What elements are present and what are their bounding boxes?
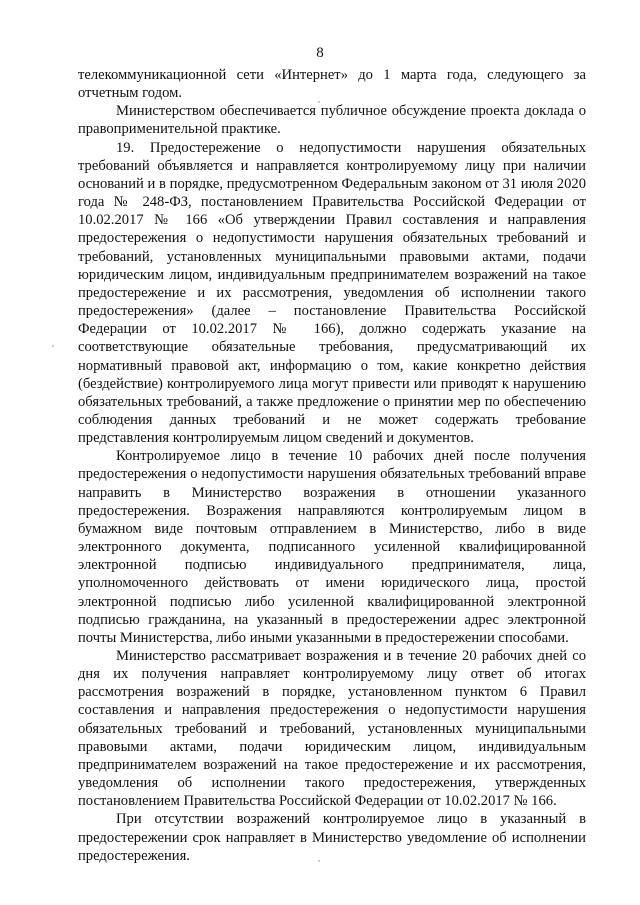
- paragraph-objections: Контролируемое лицо в течение 10 рабочих дней после получения предостережения о недопустимости нарушения обязательных требований вправе направить в Министерство возражения в отношении указанного предостережения. Возражения направляются контролируемым лицом в бумажном виде почтовым отправлением в Министерство, либо в виде электронного документа, подписанного усиленной квалифицированной электронной подписью индивидуального предпринимателя, лица, уполномоченного действовать от имени юридического лица, простой электронной подписью либо усиленной квалифицированной электронной подписью гражданина, на указанный в предостережении адрес электронной почты Министерства, либо иными указанными в предостережении способами.: [78, 448, 586, 646]
- paragraph-notification: При отсутствии возражений контролируемое лицо в указанный в предостережении срок направляет в Министерство уведомление об исполнении предостережения.: [78, 811, 586, 864]
- paragraph-warning-19: 19. Предостережение о недопустимости нарушения обязательных требований объявляется и направляется контролируемому лицу при наличии оснований и в порядке, предусмотренном Федеральным законом от 31 июля 2020 года № 248-ФЗ, постановлением Правительства Российской Федерации от 10.02.2017 № 166 «Об утверждении Правил составления и направления предостережения о недопустимости нарушения обязательных требований и требований, установленных муниципальными правовыми актами, подачи юридическим лицом, индивидуальным предпринимателем возражений на такое предостережение и их рассмотрения, уведомления об исполнении такого предостережения» (далее – постановление Правительства Российской Федерации от 10.02.2017 № 166), должно содержать указание на соответствующие обязательные требования, предусматривающий их нормативный правовой акт, информацию о том, какие конкретно действия (бездействие) контролируемого лица могут привести или приводят к нарушению обязательных требований, а также предложение о принятии мер по обеспечению соблюдения данных требований и не может содержать требование представления контролируемым лицом сведений и документов.: [78, 139, 586, 447]
- scan-speck: [318, 101, 320, 103]
- page-number: 8: [316, 45, 324, 61]
- paragraph-continuation: телекоммуникационной сети «Интернет» до 1 марта года, следующего за отчетным годом.: [78, 67, 586, 102]
- paragraph-review: Министерство рассматривает возражения и в течение 20 рабочих дней со дня их получения направляет контролируемому лицу ответ об итогах рассмотрения возражений в порядке, установленном пунктом 6 Правил составления и направления предостережения о недопустимости нарушения обязательных требований и требований, установленных муниципальными правовыми актами, подачи юридическим лицом, индивидуальным предпринимателем возражений на такое предостережение и их рассмотрения, уведомления об исполнении такого предостережения, утвержденных постановлением Правительства Российской Федерации от 10.02.2017 № 166.: [78, 648, 586, 810]
- scan-speck: [52, 345, 54, 347]
- paragraph-public-discussion: Министерством обеспечивается публичное обсуждение проекта доклада о правоприменительной практике.: [78, 103, 586, 138]
- document-body: [78, 66, 586, 865]
- scan-speck: [318, 860, 320, 862]
